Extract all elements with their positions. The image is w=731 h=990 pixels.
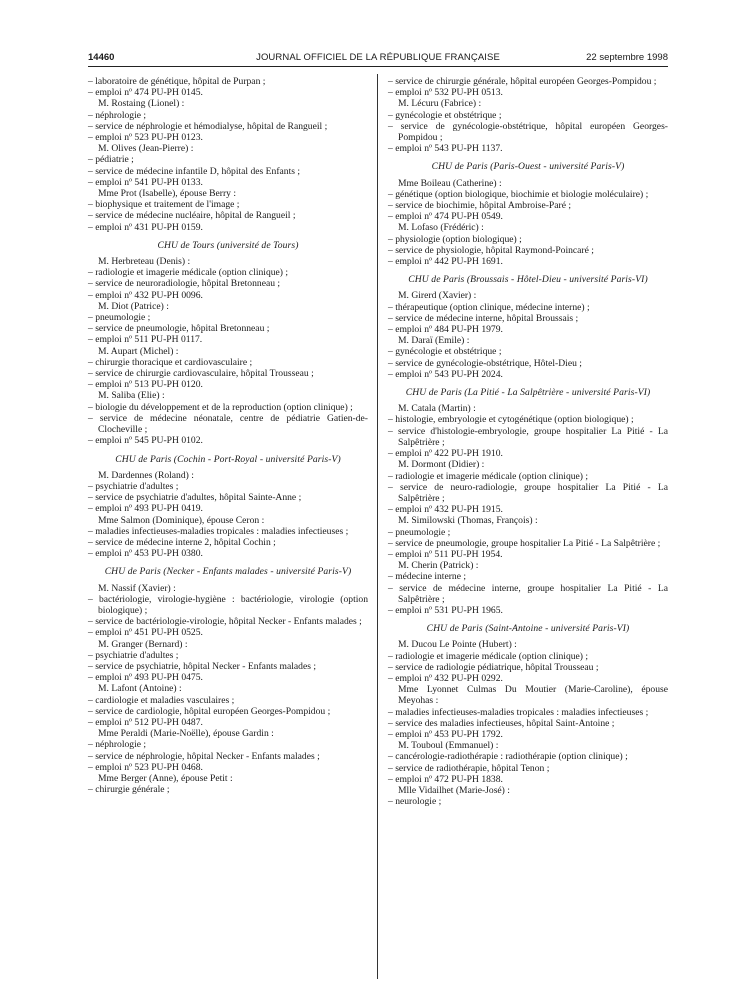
entry-detail: – psychiatrie d'adultes ;	[88, 480, 179, 492]
entry-detail: – radiologie et imagerie médicale (option clinique) ;	[388, 470, 589, 482]
entry-detail: – emploi nº 484 PU-PH 1979.	[388, 324, 503, 336]
entry-detail: – biophysique et traitement de l'image ;	[88, 199, 240, 211]
section-heading: CHU de Tours (université de Tours)	[157, 239, 299, 251]
appointment-entry	[388, 335, 668, 380]
entry-detail: – service de néphrologie, hôpital Necker - Enfants malades ;	[88, 750, 320, 762]
appointee-name: Mme Berger (Anne), épouse Petit :	[98, 772, 233, 784]
appointee-name: Mlle Vidailhet (Marie-José) :	[398, 784, 510, 796]
entry-detail: – service de psychiatrie, hôpital Necker - Enfants malades ;	[88, 660, 317, 672]
entry-detail: – pneumologie ;	[88, 312, 151, 324]
entry-detail: – radiologie et imagerie médicale (option clinique) ;	[88, 267, 289, 279]
entry-detail: – service de médecine interne, groupe hospitalier La Pitié - La Salpêtrière ;	[388, 582, 668, 605]
appointment-entry	[88, 188, 368, 233]
appointment-entry	[88, 515, 368, 560]
entry-detail: – emploi nº 474 PU-PH 0145.	[88, 87, 203, 99]
entry-detail: – emploi nº 422 PU-PH 1910.	[388, 448, 503, 460]
appointment-entry	[88, 301, 368, 346]
appointment-entry	[388, 178, 668, 223]
entry-detail: – service de médecine interne, hôpital Broussais ;	[388, 312, 579, 324]
appointment-entry	[388, 222, 668, 267]
entry-detail: – cancérologie-radiothérapie : radiothérapie (option clinique) ;	[388, 751, 628, 763]
section-heading: CHU de Paris (La Pitié - La Salpêtrière - université Paris-VI)	[405, 387, 651, 399]
appointment-entry	[388, 459, 668, 515]
section-heading: CHU de Paris (Paris-Ouest - université Paris-V)	[431, 161, 625, 173]
entry-detail: – néphrologie ;	[88, 739, 147, 751]
entry-detail: – emploi nº 532 PU-PH 0513.	[388, 87, 503, 99]
header-rule	[88, 66, 668, 67]
appointee-name: M. Daraï (Emile) :	[398, 335, 470, 347]
appointee-name: M. Olives (Jean-Pierre) :	[98, 143, 194, 155]
entry-detail: – gynécologie et obstétrique ;	[388, 346, 502, 358]
entry-detail: – emploi nº 453 PU-PH 1792.	[388, 728, 503, 740]
entry-detail: – histologie, embryologie et cytogénétique (option biologique) ;	[388, 414, 634, 426]
appointee-name: M. Lofaso (Frédéric) :	[398, 222, 484, 234]
appointment-entry	[88, 390, 368, 446]
entry-detail: – service de médecine nucléaire, hôpital de Rangueil ;	[88, 210, 296, 222]
entry-detail: – service de chirurgie cardiovasculaire, hôpital Trousseau ;	[88, 368, 314, 380]
entry-detail: – service de médecine infantile D, hôpital des Enfants ;	[88, 165, 301, 177]
entry-detail: – emploi nº 431 PU-PH 0159.	[88, 221, 203, 233]
appointment-entry	[88, 256, 368, 301]
entry-detail: – service de neuroradiologie, hôpital Bretonneau ;	[88, 278, 281, 290]
appointee-name: M. Girerd (Xavier) :	[398, 290, 477, 302]
entry-detail: – emploi nº 511 PU-PH 0117.	[88, 334, 203, 346]
appointment-entry	[88, 98, 368, 143]
entry-detail: – emploi nº 493 PU-PH 0419.	[88, 503, 203, 515]
appointment-entry	[88, 773, 368, 795]
column-divider	[377, 74, 378, 979]
entry-detail: – service de biochimie, hôpital Ambroise-Paré ;	[388, 200, 572, 212]
appointment-entry	[388, 76, 668, 98]
appointee-name: M. Dormont (Didier) :	[398, 459, 485, 471]
entry-detail: – néphrologie ;	[88, 109, 147, 121]
entry-detail: – gynécologie et obstétrique ;	[388, 109, 502, 121]
entry-detail: – emploi nº 545 PU-PH 0102.	[88, 435, 203, 447]
entry-detail: – service d'histologie-embryologie, groupe hospitalier La Pitié - La Salpêtrière ;	[388, 425, 668, 448]
appointee-name: M. Dardennes (Roland) :	[98, 469, 194, 481]
section-heading: CHU de Paris (Broussais - Hôtel-Dieu - université Paris-VI)	[408, 274, 648, 286]
entry-detail: – emploi nº 541 PU-PH 0133.	[88, 176, 203, 188]
appointee-name: M. Catala (Martin) :	[398, 403, 476, 415]
appointment-entry	[388, 515, 668, 560]
entry-detail: – service de gynécologie-obstétrique, hôpital européen Georges-Pompidou ;	[388, 120, 668, 144]
entry-detail: – service de pneumologie, hôpital Bretonneau ;	[88, 323, 270, 335]
entry-detail: – emploi nº 511 PU-PH 1954.	[388, 548, 503, 560]
appointment-entry	[388, 98, 668, 154]
entry-detail: – emploi nº 451 PU-PH 0525.	[88, 627, 203, 639]
entry-detail: – service de radiothérapie, hôpital Tenon ;	[388, 762, 550, 774]
appointee-name: M. Touboul (Emmanuel) :	[398, 740, 499, 752]
entry-detail: – médecine interne ;	[388, 571, 467, 583]
appointee-name: M. Rostaing (Lionel) :	[98, 98, 185, 110]
entry-detail: – emploi nº 442 PU-PH 1691.	[388, 256, 503, 268]
appointee-name: M. Diot (Patrice) :	[98, 300, 169, 312]
section-heading: CHU de Paris (Cochin - Port-Royal - université Paris-V)	[115, 453, 341, 465]
appointment-entry	[388, 403, 668, 459]
entry-detail: – service de médecine interne 2, hôpital Cochin ;	[88, 536, 276, 548]
entry-detail: – emploi nº 523 PU-PH 0468.	[88, 761, 203, 773]
appointment-entry	[88, 143, 368, 188]
entry-detail: – service de pneumologie, groupe hospitalier La Pitié - La Salpêtrière ;	[388, 537, 661, 549]
entry-detail: – génétique (option biologique, biochimie et biologie moléculaire) ;	[388, 188, 649, 200]
entry-detail: – emploi nº 472 PU-PH 1838.	[388, 773, 503, 785]
appointment-entry	[388, 560, 668, 616]
appointee-name: Mme Lyonnet Culmas Du Moutier (Marie-Caroline), épouse Meyohas :	[398, 684, 668, 707]
entry-detail: – bactériologie, virologie-hygiène : bactériologie, virologie (option biologique) ;	[88, 593, 368, 616]
entry-detail: – psychiatrie d'adultes ;	[88, 649, 179, 661]
page-header	[88, 52, 668, 66]
entry-detail: – service de psychiatrie d'adultes, hôpital Sainte-Anne ;	[88, 492, 302, 504]
appointee-name: M. Ducou Le Pointe (Hubert) :	[398, 639, 517, 651]
appointee-name: M. Lafont (Antoine) :	[98, 683, 182, 695]
entry-detail: – cardiologie et maladies vasculaires ;	[88, 694, 235, 706]
entry-detail: – chirurgie générale ;	[88, 784, 170, 796]
appointment-entry	[88, 639, 368, 684]
appointee-name: M. Lécuru (Fabrice) :	[398, 98, 482, 110]
entry-detail: – biologie du développement et de la reproduction (option clinique) ;	[88, 401, 353, 413]
appointee-name: M. Granger (Bernard) :	[98, 638, 188, 650]
section-heading: CHU de Paris (Necker - Enfants malades - université Paris-V)	[104, 566, 352, 578]
entry-detail: – emploi nº 432 PU-PH 1915.	[388, 504, 503, 516]
entry-detail: – radiologie et imagerie médicale (option clinique) ;	[388, 650, 589, 662]
appointee-name: M. Aupart (Michel) :	[98, 345, 179, 357]
appointment-entry	[88, 470, 368, 515]
entry-detail: – service de gynécologie-obstétrique, Hôtel-Dieu ;	[388, 357, 582, 369]
entry-detail: – service de cardiologie, hôpital européen Georges-Pompidou ;	[88, 705, 331, 717]
entry-detail: – emploi nº 453 PU-PH 0380.	[88, 548, 203, 560]
entry-detail: – service de bactériologie-virologie, hôpital Necker - Enfants malades ;	[88, 616, 362, 628]
appointment-entry	[88, 583, 368, 639]
entry-detail: – emploi nº 513 PU-PH 0120.	[88, 379, 203, 391]
appointment-entry	[388, 785, 668, 807]
appointee-name: M. Saliba (Elie) :	[98, 390, 165, 402]
entry-detail: – service de radiologie pédiatrique, hôpital Trousseau ;	[388, 661, 599, 673]
entry-detail: – emploi nº 432 PU-PH 0096.	[88, 289, 203, 301]
right-column	[388, 76, 668, 807]
entry-detail: – thérapeutique (option clinique, médecine interne) ;	[388, 301, 590, 313]
entry-detail: – emploi nº 432 PU-PH 0292.	[388, 672, 503, 684]
entry-detail: – emploi nº 474 PU-PH 0549.	[388, 211, 503, 223]
appointment-entry	[388, 684, 668, 740]
entry-detail: – maladies infectieuses-maladies tropicales : maladies infectieuses ;	[88, 525, 349, 537]
appointment-entry	[88, 728, 368, 773]
entry-detail: – neurologie ;	[388, 796, 442, 808]
entry-detail: – service de neuro-radiologie, groupe hospitalier La Pitié - La Salpêtrière ;	[388, 481, 668, 504]
entry-detail: – emploi nº 493 PU-PH 0475.	[88, 672, 203, 684]
entry-detail: – chirurgie thoracique et cardiovasculaire ;	[88, 356, 253, 368]
appointee-name: Mme Prot (Isabelle), épouse Berry :	[98, 188, 237, 200]
entry-detail: – pédiatrie ;	[88, 154, 134, 166]
appointee-name: Mme Peraldi (Marie-Noëlle), épouse Gardin :	[98, 728, 274, 740]
appointee-name: M. Similowski (Thomas, François) :	[398, 515, 538, 527]
entry-detail: – emploi nº 512 PU-PH 0487.	[88, 716, 203, 728]
entry-detail: – service de néphrologie et hémodialyse, hôpital de Rangueil ;	[88, 120, 328, 132]
appointment-entry	[88, 346, 368, 391]
appointment-entry	[388, 740, 668, 785]
entry-detail: – emploi nº 543 PU-PH 2024.	[388, 368, 503, 380]
page-number: 14460	[88, 52, 115, 63]
entry-detail: – emploi nº 543 PU-PH 1137.	[388, 143, 503, 155]
entry-detail: – service de chirurgie générale, hôpital européen Georges-Pompidou ;	[388, 76, 657, 87]
appointee-name: Mme Salmon (Dominique), épouse Ceron :	[98, 514, 265, 526]
section-heading: CHU de Paris (Saint-Antoine - université Paris-VI)	[426, 623, 630, 635]
appointee-name: M. Herbreteau (Denis) :	[98, 256, 191, 268]
entry-detail: – pneumologie ;	[388, 526, 451, 538]
journal-title: JOURNAL OFFICIEL DE LA RÉPUBLIQUE FRANÇAISE	[256, 52, 500, 63]
entry-detail: – service de médecine néonatale, centre de pédiatrie Gatien-de-Clocheville ;	[88, 412, 368, 436]
entry-detail: – emploi nº 523 PU-PH 0123.	[88, 132, 203, 144]
appointee-name: M. Cherin (Patrick) :	[398, 560, 479, 572]
left-column	[88, 76, 368, 795]
appointee-name: Mme Boileau (Catherine) :	[398, 177, 502, 189]
appointment-entry	[388, 290, 668, 335]
entry-detail: – laboratoire de génétique, hôpital de Purpan ;	[88, 76, 266, 87]
appointment-entry	[88, 76, 368, 98]
appointee-name: M. Nassif (Xavier) :	[98, 582, 176, 594]
entry-detail: – maladies infectieuses-maladies tropicales : maladies infectieuses ;	[388, 706, 649, 718]
entry-detail: – service de physiologie, hôpital Raymond-Poincaré ;	[388, 244, 594, 256]
entry-detail: – physiologie (option biologique) ;	[388, 233, 522, 245]
entry-detail: – service des maladies infectieuses, hôpital Saint-Antoine ;	[388, 717, 615, 729]
publication-date: 22 septembre 1998	[586, 52, 668, 63]
appointment-entry	[88, 683, 368, 728]
appointment-entry	[388, 639, 668, 684]
entry-detail: – emploi nº 531 PU-PH 1965.	[388, 604, 503, 616]
